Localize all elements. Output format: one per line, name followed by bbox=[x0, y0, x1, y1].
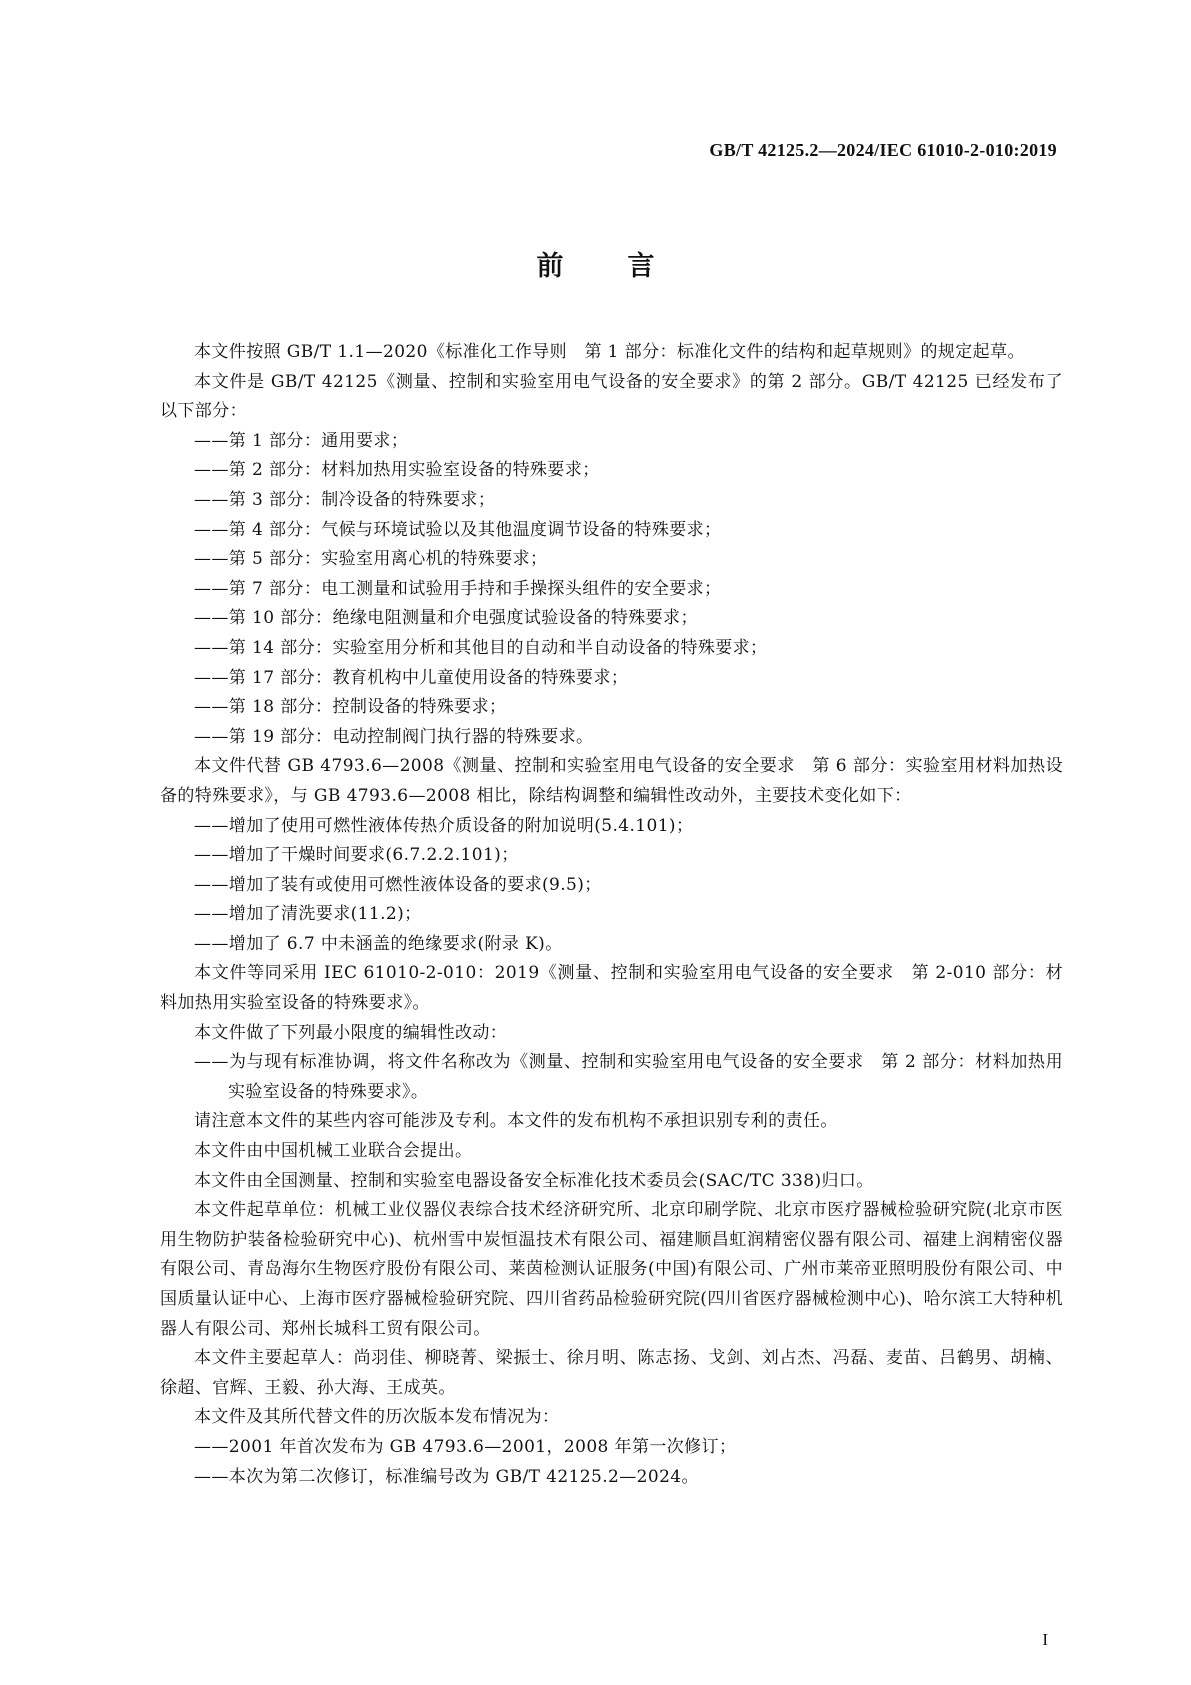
list-item-part: ——第 14 部分：实验室用分析和其他目的自动和半自动设备的特殊要求； bbox=[194, 637, 768, 658]
paragraph-patent-notice: 请注意本文件的某些内容可能涉及专利。本文件的发布机构不承担识别专利的责任。 bbox=[194, 1111, 838, 1132]
paragraph-drafting-rules: 本文件按照 GB/T 1.1—2020《标准化工作导则 第 1 部分：标准化文件的结构和起草规则》的规定起草。 bbox=[194, 342, 1025, 362]
list-item-change: ——增加了 6.7 中未涵盖的绝缘要求(附录 K)。 bbox=[194, 933, 563, 954]
paragraph-editorial-intro: 本文件做了下列最小限度的编辑性改动： bbox=[194, 1022, 508, 1043]
list-item-part: ——第 4 部分：气候与环境试验以及其他温度调节设备的特殊要求； bbox=[194, 519, 722, 540]
list-item-history: ——本次为第二次修订，标准编号改为 GB/T 42125.2—2024。 bbox=[194, 1466, 699, 1487]
list-item-change: ——增加了装有或使用可燃性液体设备的要求(9.5)； bbox=[194, 874, 602, 895]
page-title bbox=[0, 244, 1191, 283]
list-item-change: ——增加了清洗要求(11.2)； bbox=[194, 904, 422, 925]
paragraph-replaces: 本文件代替 GB 4793.6—2008《测量、控制和实验室用电气设备的安全要求 第 6 部分：实验室用材料加热设备的特殊要求》，与 GB 4793.6—2008 相比，除结构调整和编辑性改动外，主要技术变化如下： bbox=[160, 756, 1063, 806]
list-item-part: ——第 3 部分：制冷设备的特殊要求； bbox=[194, 489, 496, 510]
list-item-change: ——增加了干燥时间要求(6.7.2.2.101)； bbox=[194, 845, 519, 866]
list-item-part: ——第 1 部分：通用要求； bbox=[194, 430, 409, 451]
paragraph-committee: 本文件由全国测量、控制和实验室电器设备安全标准化技术委员会(SAC/TC 338)归口。 bbox=[194, 1170, 874, 1191]
page-number: I bbox=[1042, 1630, 1048, 1649]
paragraph-proposer: 本文件由中国机械工业联合会提出。 bbox=[194, 1141, 473, 1162]
list-item-part: ——第 19 部分：电动控制阀门执行器的特殊要求。 bbox=[194, 726, 594, 747]
list-item-part: ——第 5 部分：实验室用离心机的特殊要求； bbox=[194, 549, 548, 570]
list-item-part: ——第 2 部分：材料加热用实验室设备的特殊要求； bbox=[194, 460, 600, 481]
paragraph-drafting-units: 本文件起草单位：机械工业仪器仪表综合技术经济研究所、北京印刷学院、北京市医疗器械检验研究院(北京市医用生物防护装备检验研究中心)、杭州雪中炭恒温技术有限公司、福建顺昌虹润精密仪器有限公司、福建上润精密仪器有限公司、青岛海尔生物医疗股份有限公司、莱茵检测认证服务(中国)有限公司、广州市莱帝亚照明股份有限公司、中国质量认证中心、上海市医疗器械检验研究院、四川省药品检验研究院(四川省医疗器械检测中心)、哈尔滨工大特种机器人有限公司、郑州长城科工贸有限公司。 bbox=[160, 1200, 1063, 1339]
list-item-part: ——第 17 部分：教育机构中儿童使用设备的特殊要求； bbox=[194, 667, 629, 688]
paragraph-part-intro: 本文件是 GB/T 42125《测量、控制和实验室用电气设备的安全要求》的第 2 部分。GB/T 42125 已经发布了以下部分： bbox=[160, 371, 1063, 422]
list-item-editorial-change: ——为与现有标准协调，将文件名称改为《测量、控制和实验室用电气设备的安全要求 第 2 部分：材料加热用实验室设备的特殊要求》。 bbox=[194, 1052, 1063, 1102]
title-char-2: 言 bbox=[627, 251, 655, 282]
foreword-body bbox=[160, 338, 1063, 1492]
paragraph-drafters: 本文件主要起草人：尚羽佳、柳晓菁、梁振士、徐月明、陈志扬、戈剑、刘占杰、冯磊、麦苗、吕鹤男、胡楠、徐超、官辉、王毅、孙大海、王成英。 bbox=[160, 1348, 1063, 1398]
list-item-part: ——第 7 部分：电工测量和试验用手持和手操探头组件的安全要求； bbox=[194, 578, 722, 599]
list-item-part: ——第 10 部分：绝缘电阻测量和介电强度试验设备的特殊要求； bbox=[194, 608, 698, 629]
list-item-part: ——第 18 部分：控制设备的特殊要求； bbox=[194, 697, 507, 718]
list-item-history: ——2001 年首次发布为 GB 4793.6—2001，2008 年第一次修订； bbox=[194, 1436, 737, 1457]
standard-code: GB/T 42125.2—2024/IEC 61010-2-010:2019 bbox=[709, 140, 1057, 160]
title-char-1: 前 bbox=[536, 251, 564, 282]
paragraph-adoption: 本文件等同采用 IEC 61010-2-010：2019《测量、控制和实验室用电气设备的安全要求 第 2-010 部分：材料加热用实验室设备的特殊要求》。 bbox=[160, 963, 1063, 1014]
paragraph-history-intro: 本文件及其所代替文件的历次版本发布情况为： bbox=[194, 1407, 560, 1428]
list-item-change: ——增加了使用可燃性液体传热介质设备的附加说明(5.4.101)； bbox=[194, 815, 694, 836]
